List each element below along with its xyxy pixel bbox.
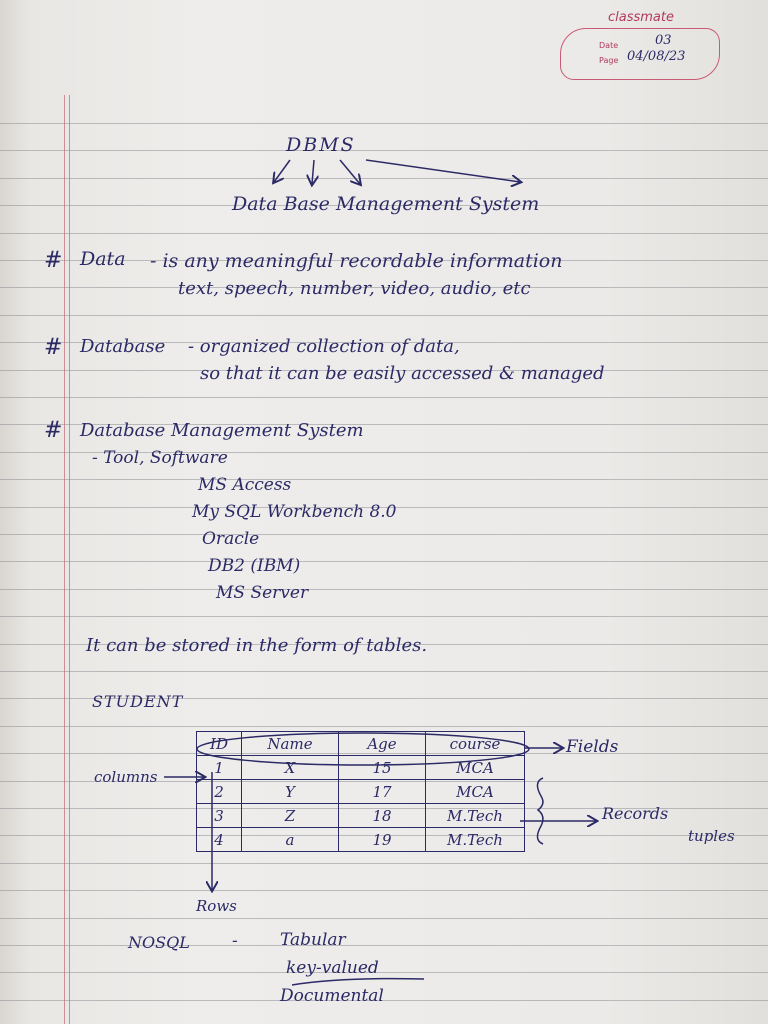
- cell-name: Y: [242, 780, 339, 804]
- cell-age: 17: [339, 780, 426, 804]
- definition-database: - organized collection of data,: [188, 336, 460, 357]
- header-age: Age: [339, 732, 426, 756]
- acronym-arrow-b: [312, 160, 314, 184]
- annotation-records: Records: [602, 804, 669, 823]
- page-label: Page: [599, 56, 619, 65]
- dbms-example-3: Oracle: [202, 529, 260, 549]
- date-label: Date: [599, 41, 619, 50]
- brand-logo: classmate: [608, 10, 674, 25]
- dbms-example-2: My SQL Workbench 8.0: [192, 502, 397, 522]
- nosql-type-2: key-valued: [286, 958, 379, 978]
- cell-age: 18: [339, 804, 426, 828]
- page-number: 03: [655, 33, 672, 48]
- term-database: Database: [80, 336, 166, 357]
- header-row-circle: [197, 733, 529, 765]
- cell-age: 19: [339, 828, 426, 852]
- records-brace: [537, 778, 543, 844]
- dbms-example-5: MS Server: [216, 583, 309, 603]
- dbms-heading: Database Management System: [80, 420, 364, 441]
- acronym-arrow-m: [340, 160, 360, 184]
- title-expansion: Data Base Management System: [232, 193, 540, 215]
- cell-course: M.Tech: [426, 828, 525, 852]
- annotation-fields: Fields: [566, 737, 619, 757]
- cell-id: 3: [197, 804, 242, 828]
- cell-id: 2: [197, 780, 242, 804]
- annotation-tuples: tuples: [688, 827, 735, 845]
- database-detail: so that it can be easily accessed & managed: [200, 363, 605, 384]
- definition-data: - is any meaningful recordable information: [150, 250, 563, 272]
- hash-dbms: #: [44, 418, 63, 443]
- cell-name: X: [242, 756, 339, 780]
- acronym-arrow-d: [274, 160, 290, 182]
- nosql-type-1: Tabular: [280, 930, 346, 950]
- cell-id: 4: [197, 828, 242, 852]
- acronym-arrow-s: [366, 160, 520, 182]
- cell-name: Z: [242, 804, 339, 828]
- data-examples: text, speech, number, video, audio, etc: [178, 278, 531, 299]
- title-acronym: DBMS: [286, 134, 356, 156]
- table-name: STUDENT: [92, 692, 184, 711]
- dbms-example-4: DB2 (IBM): [208, 556, 301, 576]
- dbms-example-1: MS Access: [198, 475, 292, 495]
- date-value: 04/08/23: [627, 49, 686, 64]
- annotation-columns: columns: [94, 768, 158, 786]
- cell-course: M.Tech: [426, 804, 525, 828]
- term-data: Data: [80, 248, 126, 270]
- key-valued-underline: [292, 979, 424, 985]
- nosql-label: NOSQL: [128, 933, 190, 952]
- cell-age: 15: [339, 756, 426, 780]
- annotation-rows: Rows: [196, 897, 237, 915]
- hash-data: #: [44, 248, 63, 273]
- cell-course: MCA: [426, 780, 525, 804]
- nosql-dash: -: [232, 931, 238, 951]
- hash-database: #: [44, 335, 63, 360]
- nosql-type-3: Documental: [280, 986, 384, 1006]
- dbms-intro: - Tool, Software: [92, 448, 228, 468]
- cell-id: 1: [197, 756, 242, 780]
- cell-course: MCA: [426, 756, 525, 780]
- header-course: course: [426, 732, 525, 756]
- cell-name: a: [242, 828, 339, 852]
- header-name: Name: [242, 732, 339, 756]
- tables-note: It can be stored in the form of tables.: [86, 635, 428, 656]
- header-id: ID: [197, 732, 242, 756]
